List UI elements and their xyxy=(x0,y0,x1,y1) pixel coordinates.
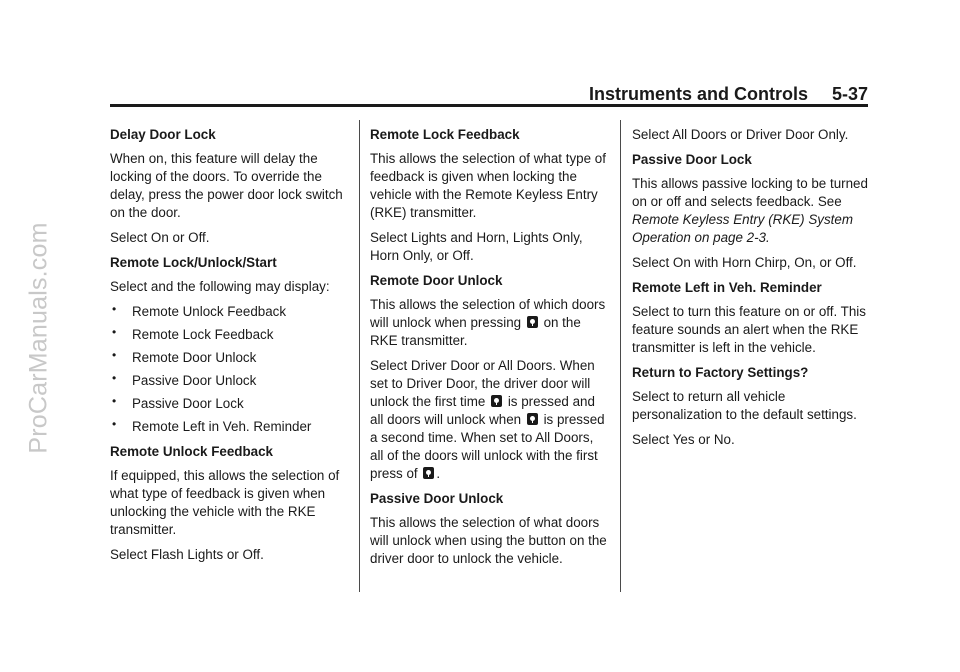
watermark xyxy=(4,18,74,658)
watermark-text: ProCarManuals.com xyxy=(24,222,53,454)
text: When set to All Doors, all of the doors will unlock with the first press of xyxy=(370,430,598,481)
list-item: • Passive Door Unlock xyxy=(110,372,350,390)
paragraph: Select All Doors or Driver Door Only. xyxy=(632,127,849,142)
column-2 xyxy=(370,126,610,575)
paragraph: Select Lights and Horn, Lights Only, Horn Only, or Off. xyxy=(370,230,583,263)
paragraph: If equipped, this allows the selection of what type of feedback is given when unlocking the vehicle with the RKE transmitter. xyxy=(110,468,340,537)
paragraph: Select Yes or No. xyxy=(632,432,735,447)
text: . xyxy=(436,466,441,481)
paragraph: Select Flash Lights or Off. xyxy=(110,547,264,562)
paragraph: Select On or Off. xyxy=(110,230,210,245)
paragraph xyxy=(632,175,868,247)
heading-passive-door-lock: Passive Door Lock xyxy=(632,152,752,167)
page-number: 5-37 xyxy=(831,84,868,104)
column-divider xyxy=(620,120,621,592)
rke-unlock-key-icon xyxy=(527,413,538,425)
heading-remote-unlock-feedback: Remote Unlock Feedback xyxy=(110,444,273,459)
paragraph: Select and the following may display: xyxy=(110,279,330,294)
text: on the RKE transmitter. xyxy=(370,315,581,348)
rke-unlock-key-icon xyxy=(491,395,502,407)
heading-remote-left-in-veh-reminder: Remote Left in Veh. Reminder xyxy=(632,280,822,295)
options-list xyxy=(110,303,350,436)
heading-remote-lock-unlock-start: Remote Lock/Unlock/Start xyxy=(110,255,277,270)
text: Select Driver Door or All Doors. When set to Driver Door, the driver door will unlock the first time xyxy=(370,358,595,409)
paragraph xyxy=(370,357,610,483)
text: is pressed a second time. xyxy=(370,412,605,445)
column-3 xyxy=(632,126,868,456)
list-item: • Passive Door Lock xyxy=(110,395,350,413)
heading-remote-lock-feedback: Remote Lock Feedback xyxy=(370,127,520,142)
page-header xyxy=(565,84,868,105)
section-title: Instruments and Controls xyxy=(588,84,808,104)
column-divider xyxy=(359,120,360,592)
list-item: • Remote Unlock Feedback xyxy=(110,303,350,321)
paragraph: This allows the selection of what doors will unlock when using the button on the driver door to unlock the vehicle. xyxy=(370,515,607,566)
header-rule xyxy=(110,104,868,107)
list-item: • Remote Left in Veh. Reminder xyxy=(110,418,350,436)
heading-remote-door-unlock: Remote Door Unlock xyxy=(370,273,503,288)
paragraph xyxy=(370,296,610,350)
cross-reference-link[interactable]: Remote Keyless Entry (RKE) System Operation on page 2-3. xyxy=(632,212,854,245)
text: This allows passive locking to be turned on or off and selects feedback. See xyxy=(632,176,868,209)
paragraph: This allows the selection of what type of feedback is given when locking the vehicle with the Remote Keyless Entry (RKE) transmitter. xyxy=(370,151,606,220)
rke-unlock-key-icon xyxy=(527,316,538,328)
paragraph: Select to return all vehicle personalization to the default settings. xyxy=(632,389,857,422)
paragraph: When on, this feature will delay the locking of the doors. To override the delay, press the power door lock switch on the door. xyxy=(110,151,343,220)
text: This allows the selection of which doors will unlock when pressing xyxy=(370,297,606,330)
heading-delay-door-lock: Delay Door Lock xyxy=(110,127,216,142)
paragraph: Select On with Horn Chirp, On, or Off. xyxy=(632,255,857,270)
heading-passive-door-unlock: Passive Door Unlock xyxy=(370,491,504,506)
list-item: • Remote Door Unlock xyxy=(110,349,350,367)
heading-return-to-factory-settings: Return to Factory Settings? xyxy=(632,365,809,380)
rke-unlock-key-icon xyxy=(423,467,434,479)
text: is pressed and all doors will unlock when xyxy=(370,394,595,427)
paragraph: Select to turn this feature on or off. This feature sounds an alert when the RKE transmitter is left in the vehicle. xyxy=(632,304,866,355)
column-1 xyxy=(110,126,350,571)
list-item: • Remote Lock Feedback xyxy=(110,326,350,344)
